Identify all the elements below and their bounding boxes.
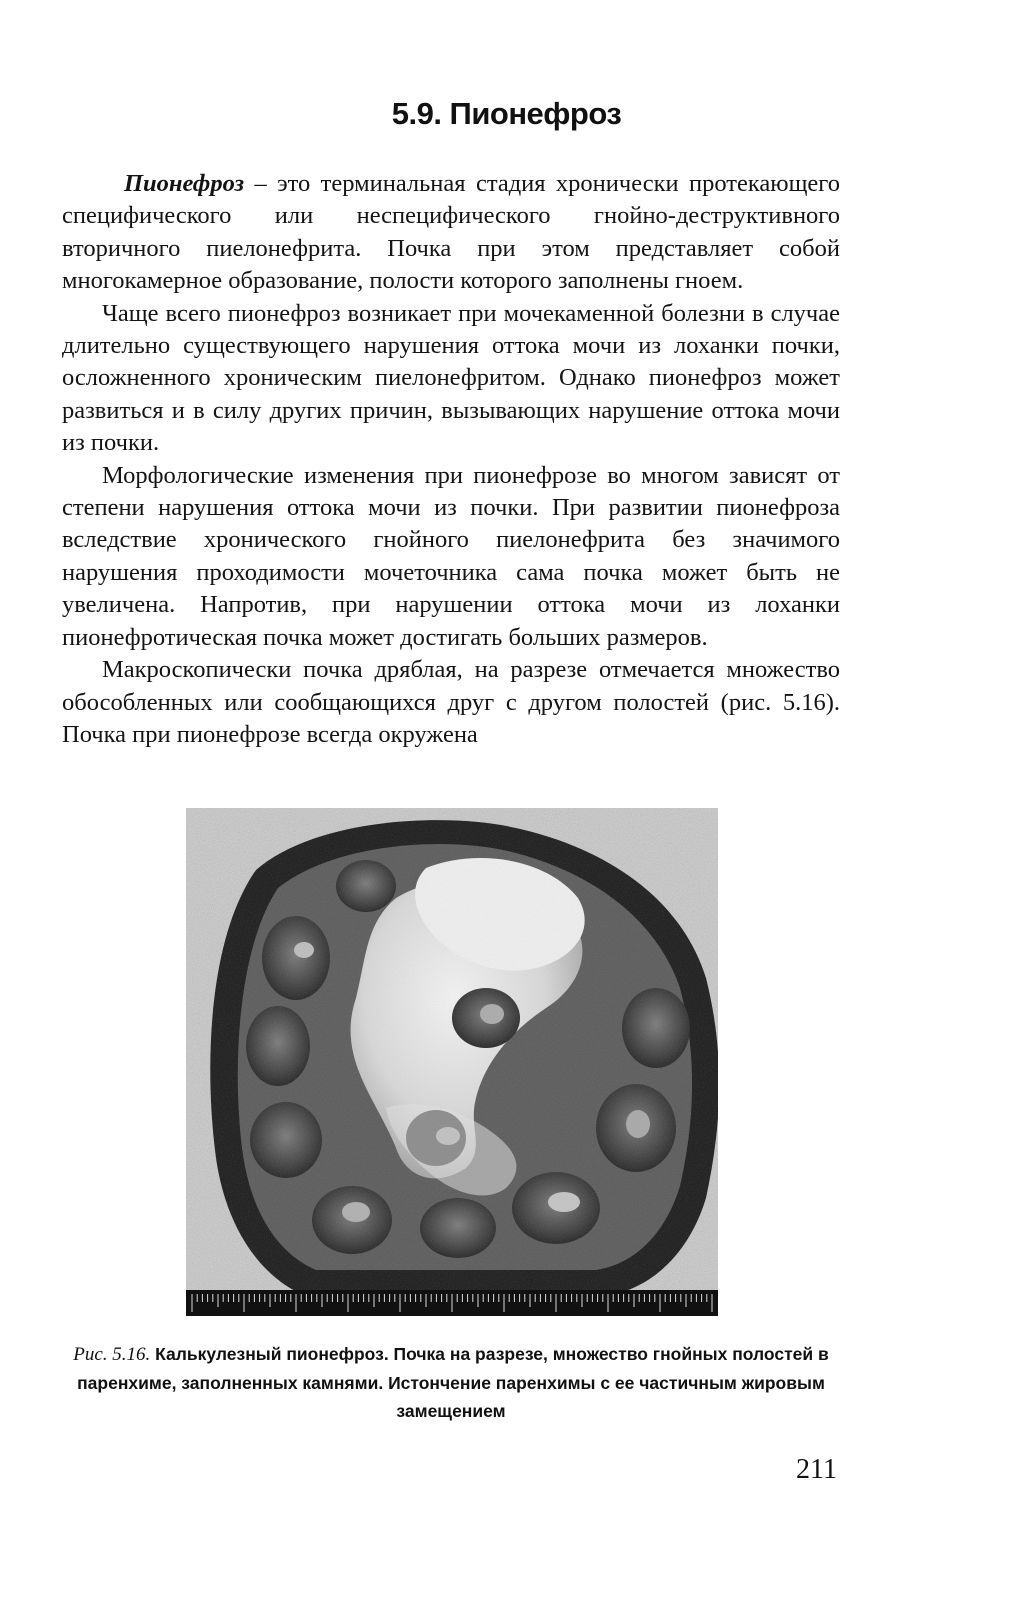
section-heading: 5.9. Пионефроз [391,96,622,131]
figure-caption [62,1340,840,1425]
defined-term: Пионефроз [124,170,245,197]
paragraph-morphology: Морфологические изменения при пионефрозе во многом зависят от степени нарушения оттока мочи из почки. При развитии пионефроза вследствие хронического гнойного пиелонефрита без значимого нарушения проходимости мочеточника сама почка может быть не увеличена. Напротив, при нарушении оттока мочи из лоханки пионефротическая почка может достигать больших размеров. [62,461,840,651]
kidney-specimen-photo [186,808,718,1316]
paragraph-definition [62,168,840,298]
paragraph-text: – это терминальная стадия хронически протекающего специфического или неспецифического гнойно-деструктивного вторичного пиелонефрита. Почка при этом представляет собой многокамерное образование, полости которого заполнены гноем. [62,170,840,295]
paragraph-macroscopy: Макроскопически почка дряблая, на разрезе отмечается множество обособленных или сообщающихся друг с другом полостей (рис. 5.16). Почка при пионефрозе всегда окружена [62,656,840,748]
paragraph-causes: Чаще всего пионефроз возникает при мочекаменной болезни в случае длительно существующего нарушения оттока мочи из лоханки почки, осложненного хроническим пиелонефритом. Однако пионефроз может развиться и в силу других причин, вызывающих нарушение оттока мочи из почки. [62,299,840,457]
figure-caption-text: Калькулезный пионефроз. Почка на разрезе, множество гнойных полостей в паренхиме, заполненных камнями. Истончение паренхимы с ее частичным жировым замещением [77,1344,829,1421]
figure-label: Рис. 5.16. [73,1344,151,1365]
body-text [62,168,840,751]
page-number: 211 [796,1454,837,1485]
